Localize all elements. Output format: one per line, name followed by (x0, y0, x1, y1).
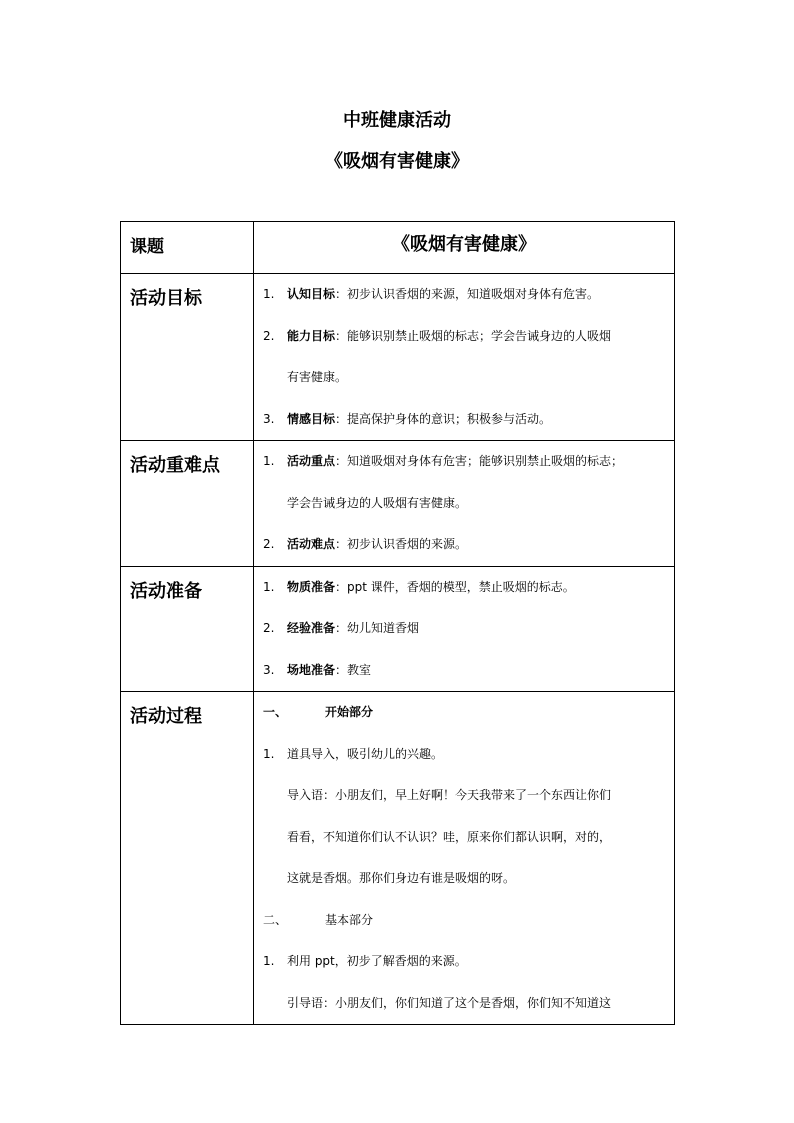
item-text: ：能够识别禁止吸烟的标志；学会告诫身边的人吸烟 (335, 328, 612, 343)
paragraph-line: 引导语：小朋友们，你们知道了这个是香烟，你们知不知道这 (287, 995, 612, 1010)
process-row (121, 692, 675, 1025)
preparation-label: 活动准备 (121, 566, 254, 692)
topic-row (121, 222, 675, 274)
topic-label: 课题 (121, 222, 254, 274)
goals-content (254, 274, 675, 441)
item-heading: 认知目标 (287, 287, 336, 301)
list-item (263, 524, 670, 566)
part-number: 二、 (263, 912, 288, 927)
list-item (263, 441, 670, 483)
item-text: 道具导入，吸引幼儿的兴趣。 (287, 746, 444, 761)
item-number: 3. (263, 662, 275, 677)
preparation-row (121, 566, 675, 692)
item-text: ：幼儿知道香烟 (335, 621, 420, 635)
process-content (254, 692, 675, 1025)
document-subtitle: 《吸烟有害健康》 (325, 151, 469, 172)
list-item (263, 650, 670, 692)
item-heading: 经验准备 (287, 621, 336, 635)
item-continuation: 学会告诫身边的人吸烟有害健康。 (287, 495, 468, 510)
item-number: 2. (263, 537, 275, 551)
item-text: ：提高保护身体的意识；积极参与活动。 (335, 411, 552, 426)
item-continuation: 有害健康。 (287, 370, 348, 384)
item-text: ：教室 (335, 662, 372, 677)
part-title: 开始部分 (325, 705, 374, 719)
item-number: 2. (263, 328, 275, 343)
list-item (263, 734, 670, 776)
process-label: 活动过程 (121, 692, 254, 1025)
list-item (263, 608, 670, 650)
key-points-row (121, 441, 675, 567)
topic-value: 《吸烟有害健康》 (254, 222, 675, 274)
paragraph-line: 看看，不知道你们认不认识？哇，原来你们都认识啊，对的， (287, 829, 612, 844)
list-item (263, 399, 670, 441)
item-number: 1. (263, 746, 275, 761)
item-heading: 物质准备 (287, 579, 336, 594)
part-title: 基本部分 (325, 912, 374, 927)
item-text: ：ppt 课件，香烟的模型，禁止吸烟的标志。 (335, 579, 575, 594)
key-points-content (254, 441, 675, 567)
key-points-label: 活动重难点 (121, 441, 254, 567)
list-item (263, 941, 670, 983)
list-item (263, 316, 670, 358)
item-heading: 场地准备 (287, 662, 336, 677)
item-text: 利用 ppt，初步了解香烟的来源。 (287, 954, 467, 968)
item-number: 2. (263, 621, 275, 635)
goals-row (121, 274, 675, 441)
list-item (263, 567, 670, 609)
preparation-content (254, 566, 675, 692)
item-heading: 情感目标 (287, 411, 336, 426)
item-number: 1. (263, 287, 275, 301)
part-heading (263, 900, 670, 942)
lesson-plan-table (120, 221, 675, 1025)
part-number: 一、 (263, 705, 288, 719)
goals-label: 活动目标 (121, 274, 254, 441)
item-text: ：初步认识香烟的来源。 (335, 537, 468, 551)
part-heading (263, 692, 670, 734)
list-item (263, 274, 670, 316)
item-number: 1. (263, 954, 275, 968)
item-text: ：知道吸烟对身体有危害；能够识别禁止吸烟的标志； (335, 454, 624, 468)
item-number: 1. (263, 579, 275, 594)
item-text: ：初步认识香烟的来源，知道吸烟对身体有危害。 (335, 287, 600, 301)
item-number: 3. (263, 411, 275, 426)
item-number: 1. (263, 454, 275, 468)
document-title: 中班健康活动 (343, 110, 451, 131)
item-heading: 能力目标 (287, 328, 336, 343)
item-heading: 活动重点 (287, 454, 336, 468)
item-heading: 活动难点 (287, 537, 336, 551)
paragraph-line: 导入语：小朋友们，早上好啊！今天我带来了一个东西让你们 (287, 788, 612, 802)
paragraph-line: 这就是香烟。那你们身边有谁是吸烟的呀。 (287, 871, 516, 885)
